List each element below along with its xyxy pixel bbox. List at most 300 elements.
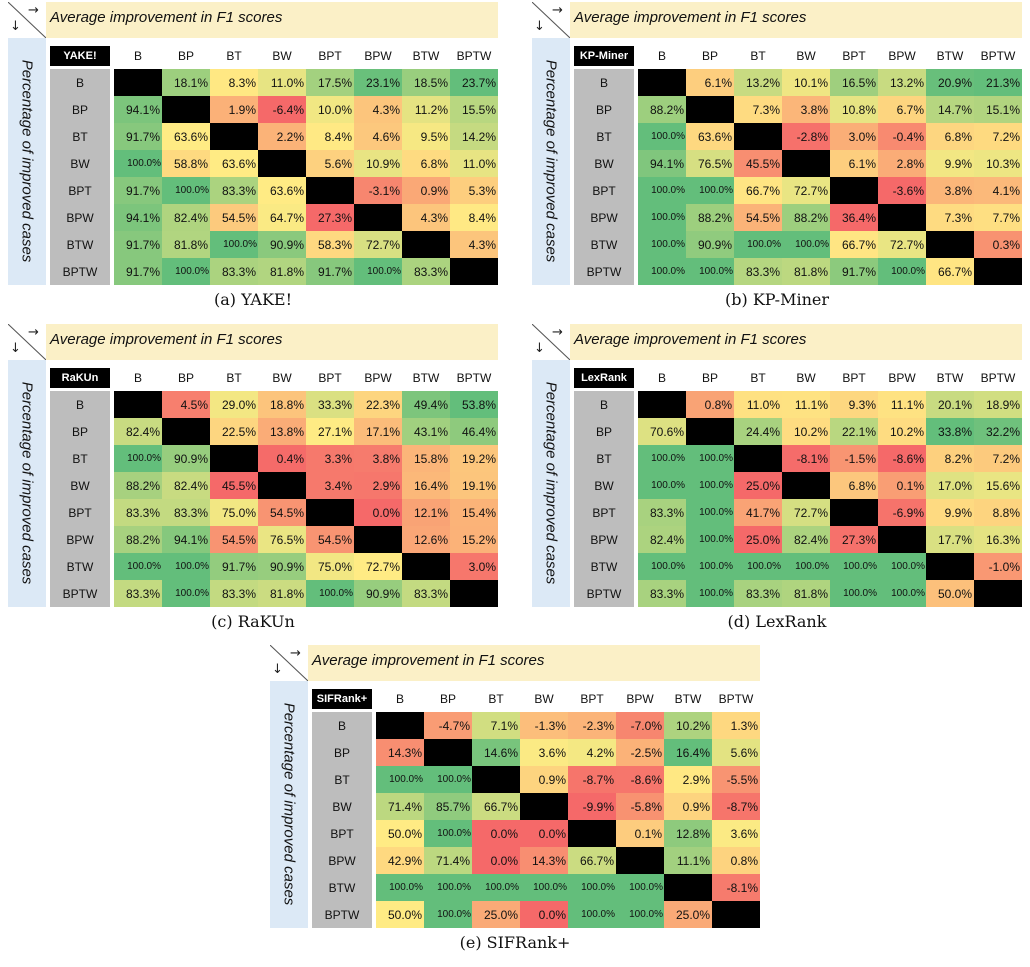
diagonal-cell [520, 793, 568, 820]
row-header: BPT [50, 499, 110, 526]
lower-triangle-title: Percentage of improved cases [280, 702, 298, 906]
improvement-cell: 7.7% [974, 204, 1022, 231]
column-header: BW [796, 371, 816, 385]
percentage-cell: 50.0% [376, 901, 424, 928]
improvement-cell: 9.9% [926, 150, 974, 177]
percentage-cell: 0.0% [520, 901, 568, 928]
diagonal-cell [686, 96, 734, 123]
percentage-cell: 88.2% [114, 526, 162, 553]
percentage-cell: 100.0% [734, 553, 782, 580]
improvement-cell: 13.2% [878, 69, 926, 96]
diagonal-cell [734, 445, 782, 472]
heatmap-frame [8, 324, 498, 607]
improvement-cell: 6.7% [878, 96, 926, 123]
percentage-cell: 75.0% [306, 553, 354, 580]
percentage-cell: 83.3% [734, 580, 782, 607]
heatmap-grid [46, 38, 498, 285]
improvement-cell: 0.3% [974, 231, 1022, 258]
percentage-cell: 100.0% [424, 820, 472, 847]
percentage-cell: 100.0% [686, 553, 734, 580]
improvement-cell: 10.3% [974, 150, 1022, 177]
lower-triangle-title: Percentage of improved cases [542, 59, 560, 263]
column-header: BTW [412, 49, 440, 63]
row-header: BT [50, 445, 110, 472]
percentage-cell: 75.0% [210, 499, 258, 526]
diagonal-cell [664, 874, 712, 901]
improvement-cell: 11.0% [734, 391, 782, 418]
diagonal-cell [830, 177, 878, 204]
percentage-cell: 81.8% [258, 580, 306, 607]
improvement-cell: 5.6% [306, 150, 354, 177]
improvement-cell: -8.1% [782, 445, 830, 472]
row-header: BPT [574, 177, 634, 204]
improvement-cell: 0.9% [664, 793, 712, 820]
percentage-cell: 72.7% [878, 231, 926, 258]
improvement-cell: 3.8% [354, 445, 402, 472]
percentage-cell: 83.3% [210, 580, 258, 607]
row-header: B [574, 391, 634, 418]
method-label: KP-Miner [574, 46, 634, 66]
improvement-cell: -8.7% [712, 793, 760, 820]
percentage-cell: 100.0% [354, 258, 402, 285]
improvement-cell: 18.8% [258, 391, 306, 418]
improvement-cell: -9.9% [568, 793, 616, 820]
heatmap-frame [8, 2, 498, 285]
improvement-cell: 5.6% [712, 739, 760, 766]
percentage-cell: 14.3% [520, 847, 568, 874]
row-header: BPTW [574, 258, 634, 285]
percentage-cell: 100.0% [376, 766, 424, 793]
percentage-cell: 83.3% [210, 177, 258, 204]
column-header: BPTW [456, 371, 492, 385]
percentage-cell: 100.0% [878, 580, 926, 607]
column-header: BT [226, 371, 242, 385]
arrow-down-icon: ↓ [534, 19, 545, 34]
improvement-cell: 10.9% [354, 150, 402, 177]
improvement-cell: 15.5% [450, 96, 498, 123]
arrow-right-icon: → [28, 3, 39, 18]
improvement-cell: 18.9% [974, 391, 1022, 418]
diagonal-cell [210, 123, 258, 150]
row-header: BW [312, 793, 372, 820]
column-header: BW [272, 49, 292, 63]
improvement-cell: 4.3% [450, 231, 498, 258]
improvement-cell: 19.2% [450, 445, 498, 472]
panel-caption: (c) RaKUn [211, 612, 295, 631]
improvement-cell: 0.8% [686, 391, 734, 418]
improvement-cell: 1.9% [210, 96, 258, 123]
improvement-cell: 24.4% [734, 418, 782, 445]
improvement-cell: 17.1% [354, 418, 402, 445]
improvement-cell: -1.5% [830, 445, 878, 472]
percentage-cell: 100.0% [686, 472, 734, 499]
improvement-cell: 16.4% [664, 739, 712, 766]
header-band [270, 645, 760, 681]
column-header: BPTW [718, 692, 754, 706]
method-label: YAKE! [50, 46, 110, 66]
improvement-cell: -2.8% [782, 123, 830, 150]
improvement-cell: -8.6% [616, 766, 664, 793]
row-header: BTW [50, 553, 110, 580]
column-header: BPTW [980, 49, 1016, 63]
percentage-cell: 82.4% [638, 526, 686, 553]
improvement-cell: 6.1% [686, 69, 734, 96]
improvement-cell: -4.7% [424, 712, 472, 739]
improvement-cell: 6.8% [402, 150, 450, 177]
percentage-cell: 25.0% [734, 472, 782, 499]
row-header: B [50, 69, 110, 96]
improvement-cell: -5.5% [712, 766, 760, 793]
improvement-cell: 6.8% [830, 472, 878, 499]
diagonal-cell [402, 553, 450, 580]
upper-triangle-title: Average improvement in F1 scores [574, 9, 807, 26]
improvement-cell: -2.5% [616, 739, 664, 766]
percentage-cell: 91.7% [114, 177, 162, 204]
improvement-cell: 12.8% [664, 820, 712, 847]
percentage-cell: 100.0% [114, 445, 162, 472]
improvement-cell: 18.1% [162, 69, 210, 96]
arrow-down-icon: ↓ [534, 341, 545, 356]
row-header: BW [50, 150, 110, 177]
percentage-cell: 100.0% [162, 580, 210, 607]
percentage-cell: 100.0% [616, 901, 664, 928]
improvement-cell: -2.3% [568, 712, 616, 739]
improvement-cell: -1.3% [520, 712, 568, 739]
heatmap-frame [532, 2, 1022, 285]
improvement-cell: 27.1% [306, 418, 354, 445]
lower-triangle-title: Percentage of improved cases [542, 381, 560, 585]
improvement-cell: 3.6% [712, 820, 760, 847]
diagonal-cell [424, 739, 472, 766]
percentage-cell: 100.0% [424, 901, 472, 928]
row-header: BPT [50, 177, 110, 204]
improvement-cell: 43.1% [402, 418, 450, 445]
percentage-cell: 36.4% [830, 204, 878, 231]
panel-caption: (b) KP-Miner [725, 290, 829, 309]
improvement-cell: 33.3% [306, 391, 354, 418]
percentage-cell: 100.0% [686, 177, 734, 204]
diagonal-cell [568, 820, 616, 847]
percentage-cell: 58.8% [162, 150, 210, 177]
percentage-cell: 90.9% [686, 231, 734, 258]
percentage-cell: 66.7% [830, 231, 878, 258]
heatmap-panel-kp-miner [532, 2, 1022, 309]
percentage-cell: 54.5% [258, 499, 306, 526]
row-header: BPW [312, 847, 372, 874]
percentage-cell: 0.0% [472, 820, 520, 847]
panel-caption: (e) SIFRank+ [459, 933, 571, 952]
percentage-cell: 66.7% [926, 258, 974, 285]
row-header: BT [574, 445, 634, 472]
percentage-cell: 90.9% [258, 553, 306, 580]
improvement-cell: -8.1% [712, 874, 760, 901]
improvement-cell: 2.9% [664, 766, 712, 793]
improvement-cell: 4.3% [354, 96, 402, 123]
percentage-cell: 72.7% [782, 177, 830, 204]
improvement-cell: 6.1% [830, 150, 878, 177]
percentage-cell: 100.0% [520, 874, 568, 901]
diagonal-cell [354, 526, 402, 553]
row-header: BP [50, 418, 110, 445]
diagonal-cell [354, 204, 402, 231]
diagonal-cell [782, 472, 830, 499]
improvement-cell: 9.5% [402, 123, 450, 150]
diagonal-cell [974, 258, 1022, 285]
percentage-cell: 14.3% [376, 739, 424, 766]
percentage-cell: 94.1% [638, 150, 686, 177]
improvement-cell: 15.8% [402, 445, 450, 472]
row-header: BP [50, 96, 110, 123]
percentage-cell: 25.0% [664, 901, 712, 928]
percentage-cell: 88.2% [638, 96, 686, 123]
upper-triangle-title: Average improvement in F1 scores [312, 652, 545, 669]
percentage-cell: 81.8% [782, 258, 830, 285]
row-header: BT [50, 123, 110, 150]
improvement-cell: 16.4% [402, 472, 450, 499]
improvement-cell: -5.8% [616, 793, 664, 820]
row-header: BTW [50, 231, 110, 258]
improvement-cell: 3.4% [306, 472, 354, 499]
method-label: RaKUn [50, 368, 110, 388]
row-header: BTW [312, 874, 372, 901]
side-band [532, 38, 570, 285]
column-header: BPW [626, 692, 654, 706]
percentage-cell: 88.2% [782, 204, 830, 231]
arrow-down-icon: ↓ [10, 341, 21, 356]
improvement-cell: 8.4% [306, 123, 354, 150]
percentage-cell: 100.0% [686, 526, 734, 553]
percentage-cell: 82.4% [114, 418, 162, 445]
improvement-cell: 3.6% [520, 739, 568, 766]
improvement-cell: 18.5% [402, 69, 450, 96]
row-header: BPTW [50, 258, 110, 285]
heatmap-frame [270, 645, 760, 928]
improvement-cell: 2.8% [878, 150, 926, 177]
percentage-cell: 100.0% [830, 553, 878, 580]
improvement-cell: 15.6% [974, 472, 1022, 499]
percentage-cell: 90.9% [258, 231, 306, 258]
improvement-cell: 16.3% [974, 526, 1022, 553]
percentage-cell: 100.0% [568, 874, 616, 901]
percentage-cell: 27.3% [306, 204, 354, 231]
column-header: BT [750, 371, 766, 385]
method-label: SIFRank+ [312, 689, 372, 709]
improvement-cell: 6.8% [926, 123, 974, 150]
column-header: BPT [842, 371, 866, 385]
improvement-cell: 15.4% [450, 499, 498, 526]
column-header: B [133, 49, 142, 63]
diagonal-cell [616, 847, 664, 874]
row-header: BPT [312, 820, 372, 847]
diagonal-cell [210, 445, 258, 472]
column-header: BP [701, 371, 718, 385]
percentage-cell: 100.0% [162, 258, 210, 285]
percentage-cell: 100.0% [686, 445, 734, 472]
percentage-cell: 72.7% [782, 499, 830, 526]
column-header: BPW [364, 49, 392, 63]
side-band [8, 38, 46, 285]
improvement-cell: 7.2% [974, 445, 1022, 472]
column-header: BPT [318, 49, 342, 63]
improvement-cell: 20.9% [926, 69, 974, 96]
column-header: BT [226, 49, 242, 63]
improvement-cell: 3.3% [306, 445, 354, 472]
improvement-cell: 4.1% [974, 177, 1022, 204]
percentage-cell: 100.0% [568, 901, 616, 928]
improvement-cell: 17.7% [926, 526, 974, 553]
percentage-cell: 54.5% [210, 526, 258, 553]
percentage-cell: 91.7% [114, 123, 162, 150]
diagonal-cell [782, 150, 830, 177]
side-band [8, 360, 46, 607]
percentage-cell: 63.6% [258, 177, 306, 204]
column-header: BW [796, 49, 816, 63]
arrow-right-icon: → [290, 646, 301, 661]
column-header: BP [701, 49, 718, 63]
percentage-cell: 100.0% [782, 231, 830, 258]
percentage-cell: 100.0% [638, 553, 686, 580]
panel-caption: (a) YAKE! [213, 290, 293, 309]
percentage-cell: 71.4% [376, 793, 424, 820]
percentage-cell: 63.6% [686, 123, 734, 150]
diagonal-cell [712, 901, 760, 928]
percentage-cell: 100.0% [306, 580, 354, 607]
row-header: B [50, 391, 110, 418]
percentage-cell: 100.0% [376, 874, 424, 901]
percentage-cell: 85.7% [424, 793, 472, 820]
improvement-cell: 13.2% [734, 69, 782, 96]
percentage-cell: 83.3% [114, 499, 162, 526]
column-header: B [657, 49, 666, 63]
row-header: BPTW [574, 580, 634, 607]
improvement-cell: 0.0% [354, 499, 402, 526]
improvement-cell: 4.5% [162, 391, 210, 418]
improvement-cell: 33.8% [926, 418, 974, 445]
heatmap-grid [570, 360, 1022, 607]
row-header: BPTW [312, 901, 372, 928]
improvement-cell: 49.4% [402, 391, 450, 418]
percentage-cell: 66.7% [734, 177, 782, 204]
improvement-cell: -0.4% [878, 123, 926, 150]
improvement-cell: -7.0% [616, 712, 664, 739]
method-label: LexRank [574, 368, 634, 388]
percentage-cell: 100.0% [878, 553, 926, 580]
column-header: BTW [936, 49, 964, 63]
improvement-cell: 11.0% [450, 150, 498, 177]
percentage-cell: 54.5% [734, 204, 782, 231]
percentage-cell: 66.7% [568, 847, 616, 874]
row-header: BPW [50, 204, 110, 231]
percentage-cell: 100.0% [162, 177, 210, 204]
diagonal-cell [162, 418, 210, 445]
improvement-cell: 22.5% [210, 418, 258, 445]
percentage-cell: 76.5% [686, 150, 734, 177]
percentage-cell: 83.3% [114, 580, 162, 607]
percentage-cell: 94.1% [162, 526, 210, 553]
row-header: BP [574, 418, 634, 445]
column-header: BP [177, 371, 194, 385]
diagonal-cell [306, 499, 354, 526]
percentage-cell: 72.7% [354, 231, 402, 258]
upper-triangle-title: Average improvement in F1 scores [50, 9, 283, 26]
row-header: BPW [50, 526, 110, 553]
improvement-cell: 11.2% [402, 96, 450, 123]
row-header: BTW [574, 553, 634, 580]
improvement-cell: 32.2% [974, 418, 1022, 445]
panel-caption: (d) LexRank [727, 612, 827, 631]
improvement-cell: 0.9% [520, 766, 568, 793]
diagonal-cell [402, 231, 450, 258]
lower-triangle-title: Percentage of improved cases [18, 381, 36, 585]
percentage-cell: 91.7% [830, 258, 878, 285]
percentage-cell: 100.0% [638, 231, 686, 258]
improvement-cell: 7.2% [974, 123, 1022, 150]
diagonal-cell [472, 766, 520, 793]
improvement-cell: -1.0% [974, 553, 1022, 580]
improvement-cell: -3.6% [878, 177, 926, 204]
diagonal-cell [162, 96, 210, 123]
corner-cell [270, 645, 308, 681]
percentage-cell: 63.6% [162, 123, 210, 150]
percentage-cell: 63.6% [210, 150, 258, 177]
diagonal-cell [638, 391, 686, 418]
column-header: BT [750, 49, 766, 63]
column-header: BPW [888, 49, 916, 63]
improvement-cell: 2.2% [258, 123, 306, 150]
percentage-cell: 91.7% [114, 258, 162, 285]
percentage-cell: 100.0% [638, 177, 686, 204]
column-header: BPT [318, 371, 342, 385]
diagonal-cell [830, 499, 878, 526]
heatmap-panel-lexrank [532, 324, 1022, 631]
improvement-cell: 10.8% [830, 96, 878, 123]
column-header: BPT [580, 692, 604, 706]
diagonal-cell [686, 418, 734, 445]
percentage-cell: 82.4% [162, 472, 210, 499]
row-header: BPW [574, 204, 634, 231]
diagonal-cell [878, 526, 926, 553]
percentage-cell: 83.3% [402, 580, 450, 607]
header-band [532, 2, 1022, 38]
diagonal-cell [878, 204, 926, 231]
diagonal-cell [258, 472, 306, 499]
corner-cell [532, 324, 570, 360]
improvement-cell: 10.2% [664, 712, 712, 739]
improvement-cell: 11.1% [878, 391, 926, 418]
percentage-cell: 100.0% [424, 874, 472, 901]
improvement-cell: 11.0% [258, 69, 306, 96]
percentage-cell: 100.0% [638, 204, 686, 231]
percentage-cell: 50.0% [926, 580, 974, 607]
upper-triangle-title: Average improvement in F1 scores [574, 331, 807, 348]
column-header: BTW [412, 371, 440, 385]
percentage-cell: 54.5% [306, 526, 354, 553]
diagonal-cell [306, 177, 354, 204]
improvement-cell: 3.0% [450, 553, 498, 580]
improvement-cell: -8.6% [878, 445, 926, 472]
arrow-down-icon: ↓ [272, 662, 283, 677]
row-header: BT [312, 766, 372, 793]
side-band [270, 681, 308, 928]
row-header: BTW [574, 231, 634, 258]
percentage-cell: 66.7% [472, 793, 520, 820]
row-header: BPTW [50, 580, 110, 607]
column-header: BW [272, 371, 292, 385]
improvement-cell: 22.3% [354, 391, 402, 418]
percentage-cell: 45.5% [734, 150, 782, 177]
percentage-cell: 0.0% [520, 820, 568, 847]
diagonal-cell [114, 69, 162, 96]
